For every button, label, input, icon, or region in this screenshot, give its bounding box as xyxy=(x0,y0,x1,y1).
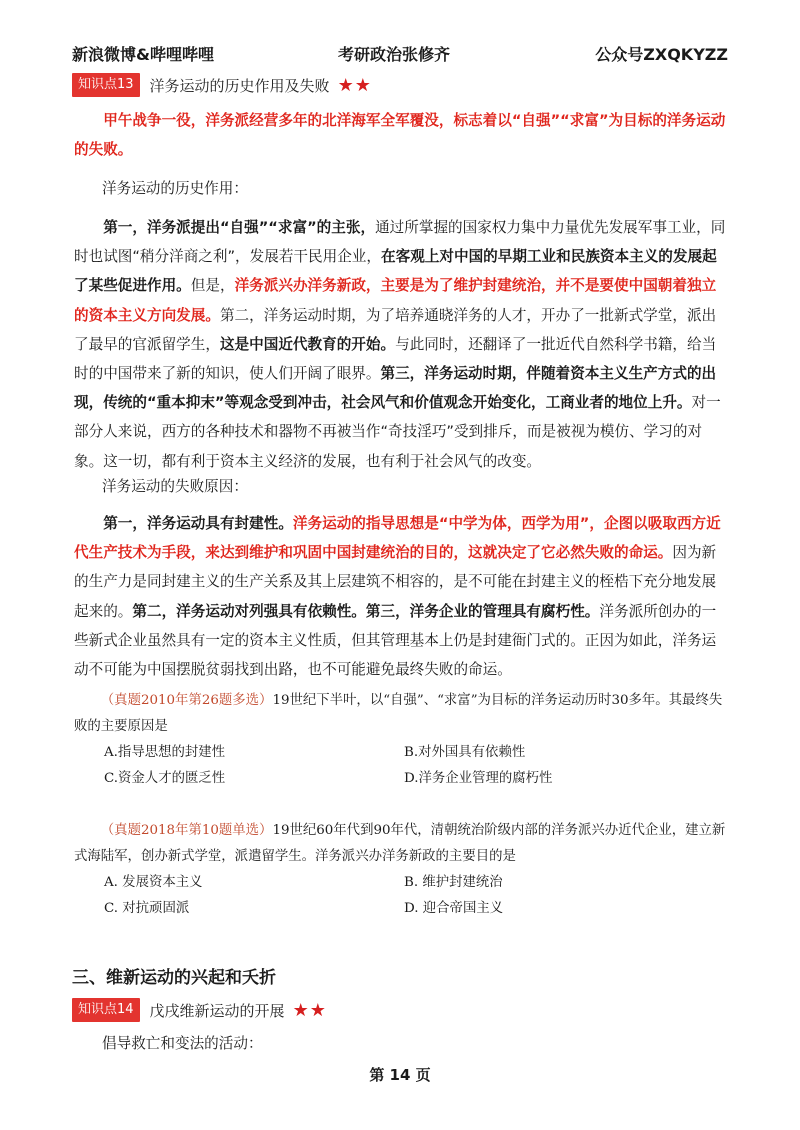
role-sentence-4: 但是， xyxy=(190,277,235,295)
header-weibo-bilibili: 新浪微博&哔哩哔哩 xyxy=(72,45,214,64)
historical-role-paragraph xyxy=(74,213,726,476)
role-sentence-1: 第一，洋务派提出“自强”“求富”的主张， xyxy=(103,219,376,236)
option-a: A.指导思想的封建性 xyxy=(104,745,226,760)
knowledge-point-tag: 知识点13 xyxy=(72,73,140,97)
knowledge-point-13 xyxy=(72,72,372,98)
question-source-tag: （真题2018年第10题单选） xyxy=(100,823,273,838)
option-a: A. 发展资本主义 xyxy=(104,875,203,890)
failure-sentence-1: 第一，洋务运动具有封建性。 xyxy=(103,515,293,532)
exam-question-2010 xyxy=(74,688,726,792)
role-sentence-7: 这是中国近代教育的开始。 xyxy=(219,335,396,353)
knowledge-point-tag: 知识点14 xyxy=(72,998,140,1022)
historical-role-label: 洋务运动的历史作用： xyxy=(102,180,248,197)
page-number: 第 14 页 xyxy=(369,1066,431,1084)
role-sentence-8: 与此同时，还翻译了一批近代自然科学书籍，给当时的中国带来了新的知识，使人们开阔了眼界。 xyxy=(74,335,717,383)
failure-reasons-paragraph xyxy=(74,509,726,684)
failure-sentence-3: 因为新的生产力是同封建主义的生产关系及其上层建筑不相容的，是不可能在封建主义的桎梏下充分地发展起来的。 xyxy=(74,544,717,620)
question-stem: 19世纪60年代到90年代，清朝统治阶级内部的洋务派兴办近代企业，建立新式海陆军，创办新式学堂，派遣留学生。洋务派兴办洋务新政的主要目的是 xyxy=(74,823,726,864)
option-d: D.洋务企业管理的腐朽性 xyxy=(404,771,553,786)
answer-options xyxy=(104,870,726,922)
answer-options xyxy=(104,740,726,792)
role-sentence-6: 第二，洋务运动时期，为了培养通晓洋务的人才，开办了一批新式学堂，派出了最早的官派留学生， xyxy=(74,306,717,353)
header-wechat: 公众号ZXQKYZZ xyxy=(595,45,728,64)
exam-question-2018 xyxy=(74,818,726,922)
intro-paragraph: 甲午战争一役，洋务派经营多年的北洋海军全军覆没，标志着以“自强”“求富”为目标的洋务运动的失败。 xyxy=(74,112,726,159)
role-sentence-9: 第三，洋务运动时期，伴随着资本主义生产方式的出现，传统的“重本抑末”等观念受到冲击，社会风气和价值观念开始变化，工商业者的地位上升。 xyxy=(74,365,717,412)
failure-reasons-label: 洋务运动的失败原因： xyxy=(102,478,248,495)
role-sentence-10: 对一部分人来说，西方的各种技术和器物不再被当作“奇技淫巧”受到排斥，而是被视为模仿、学习的对象。这一切，都有利于资本主义经济的发展，也有利于社会风气的改变。 xyxy=(74,394,721,470)
option-c: C.资金人才的匮乏性 xyxy=(104,771,226,786)
knowledge-point-title: 戊戌维新运动的开展 xyxy=(149,1001,285,1020)
section-heading: 三、维新运动的兴起和夭折 xyxy=(72,968,276,988)
role-sentence-5: 洋务派兴办洋务新政，主要是为了维护封建统治，并不是要使中国朝着独立的资本主义方向发展。 xyxy=(74,277,717,324)
failure-sentence-5: 洋务派所创办的一些新式企业虽然具有一定的资本主义性质，但其管理基本上仍是封建衙门式的。正因为如此，洋务运动不可能为中国摆脱贫弱找到出路，也不可能避免最终失败的命运。 xyxy=(74,602,717,679)
role-sentence-3: 在客观上对中国的早期工业和民族资本主义的发展起了某些促进作用。 xyxy=(74,248,717,295)
question-source-tag: （真题2010年第26题多选） xyxy=(100,693,273,708)
option-b: B. 维护封建统治 xyxy=(404,875,503,890)
star-rating-icon: ★★ xyxy=(292,999,327,1021)
failure-sentence-2: 洋务运动的指导思想是“中学为体，西学为用”，企图以吸取西方近代生产技术为手段，来达到维护和巩固中国封建统治的目的，这就决定了它必然失败的命运。 xyxy=(74,515,721,562)
role-sentence-2: 通过所掌握的国家权力集中力量优先发展军事工业，同时也试图“稍分洋商之利”，发展若干民用企业， xyxy=(74,219,726,266)
option-c: C. 对抗顽固派 xyxy=(104,901,190,916)
option-b: B.对外国具有依赖性 xyxy=(404,745,526,760)
question-stem: 19世纪下半叶，以“自强”、“求富”为目标的洋务运动历时30多年。其最终失败的主要原因是 xyxy=(74,693,723,734)
knowledge-point-14 xyxy=(72,997,327,1023)
advocacy-activities-label: 倡导救亡和变法的活动： xyxy=(102,1035,263,1052)
failure-sentence-4: 第二，洋务运动对列强具有依赖性。第三，洋务企业的管理具有腐朽性。 xyxy=(132,602,600,620)
option-d: D. 迎合帝国主义 xyxy=(404,901,504,916)
page-header xyxy=(72,38,728,66)
header-author: 考研政治张修齐 xyxy=(338,45,451,64)
knowledge-point-title: 洋务运动的历史作用及失败 xyxy=(149,76,330,95)
star-rating-icon: ★★ xyxy=(337,74,372,96)
